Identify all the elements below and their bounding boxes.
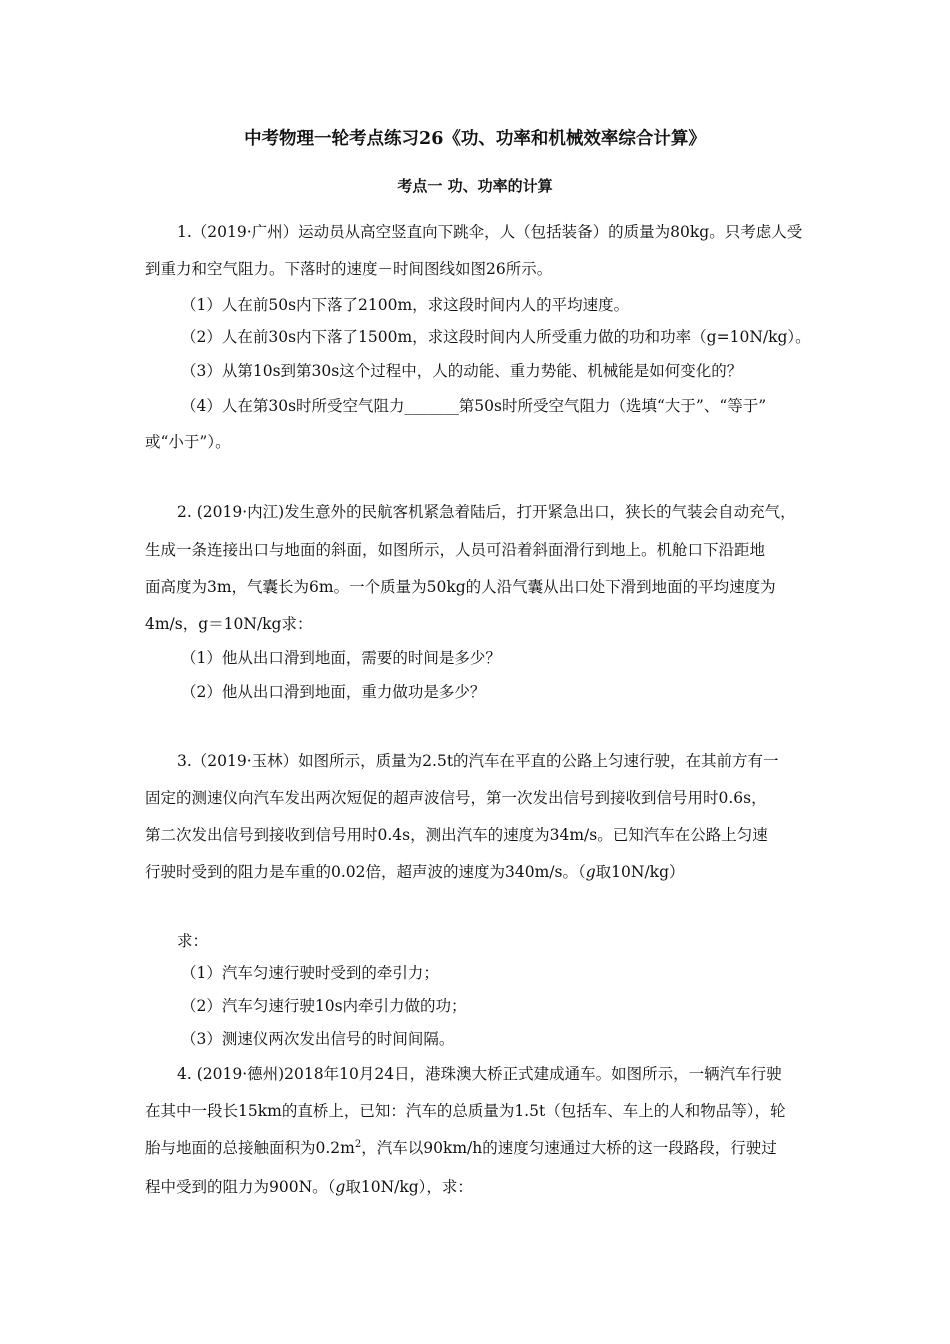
q3-line-4-g: g bbox=[585, 863, 596, 881]
q2-line-3: 面高度为3m，气囊长为6m。一个质量为50kg的人沿气囊从出口处下滑到地面的平均速度为 bbox=[145, 578, 776, 596]
q3-line-4-b: 取10N/kg） bbox=[595, 863, 685, 881]
q2-part-1: （1）他从出口滑到地面，需要的时间是多少？ bbox=[181, 649, 501, 667]
q3-line-2: 固定的测速仪向汽车发出两次短促的超声波信号，第一次发出信号到接收到信号用时0.6s， bbox=[145, 789, 767, 807]
q3-part-3: （3）测速仪两次发出信号的时间间隔。 bbox=[181, 1030, 455, 1048]
q4-line-4 bbox=[145, 1177, 473, 1197]
q2-line-2: 生成一条连接出口与地面的斜面，如图所示，人员可沿着斜面滑行到地上。机舱口下沿距地 bbox=[145, 541, 766, 559]
q4-line-3-sup: 2 bbox=[354, 1138, 362, 1150]
q3-line-1: 3.（2019·玉林）如图所示，质量为2.5t的汽车在平直的公路上匀速行驶，在其前方有一 bbox=[177, 752, 779, 770]
q3-line-4 bbox=[145, 862, 685, 882]
q4-line-3 bbox=[145, 1138, 777, 1158]
q3-ask: 求： bbox=[177, 932, 209, 950]
q4-line-4-g: g bbox=[335, 1178, 346, 1196]
q1-part-1: （1）人在前50s内下落了2100m，求这段时间内人的平均速度。 bbox=[181, 296, 630, 314]
q1-part-4: （4）人在第30s时所受空气阻力_______第50s时所受空气阻力（选填“大于”、“等于” bbox=[181, 397, 767, 415]
q2-line-4: 4m/s，g＝10N/kg求： bbox=[145, 615, 313, 633]
q4-line-1: 4. (2019·德州)2018年10月24日，港珠澳大桥正式建成通车。如图所示，一辆汽车行驶 bbox=[177, 1065, 782, 1083]
q4-line-4-a: 程中受到的阻力为900N。（ bbox=[145, 1178, 336, 1196]
q4-line-3-b: ，汽车以90km/h的速度匀速通过大桥的这一段路段，行驶过 bbox=[361, 1139, 777, 1157]
q1-line-1: 1.（2019·广州）运动员从高空竖直向下跳伞，人（包括装备）的质量为80kg。只考虑人受 bbox=[177, 223, 803, 241]
q2-line-1: 2. (2019·内江)发生意外的民航客机紧急着陆后，打开紧急出口，狭长的气装会自动充气， bbox=[177, 503, 796, 521]
document-title: 中考物理一轮考点练习26《功、功率和机械效率综合计算》 bbox=[244, 129, 706, 149]
q4-line-2: 在其中一段长15km的直桥上，已知：汽车的总质量为1.5t（包括车、车上的人和物品等），轮 bbox=[145, 1102, 786, 1120]
q4-line-4-b: 取10N/kg），求： bbox=[345, 1178, 473, 1196]
q3-part-1: （1）汽车匀速行驶时受到的牵引力； bbox=[181, 964, 439, 982]
q1-line-2: 到重力和空气阻力。下落时的速度－时间图线如图26所示。 bbox=[145, 260, 553, 278]
q2-part-2: （2）他从出口滑到地面，重力做功是多少？ bbox=[181, 683, 486, 701]
q1-part-4-cont: 或“小于”）。 bbox=[145, 433, 231, 451]
q3-line-3: 第二次发出信号到接收到信号用时0.4s，测出汽车的速度为34m/s。已知汽车在公路上匀速 bbox=[145, 826, 768, 844]
q3-line-4-a: 行驶时受到的阻力是车重的0.02倍，超声波的速度为340m/s。（ bbox=[145, 863, 586, 881]
q3-part-2: （2）汽车匀速行驶10s内牵引力做的功； bbox=[181, 997, 467, 1015]
section-heading: 考点一 功、功率的计算 bbox=[397, 177, 553, 195]
q1-part-2: （2）人在前30s内下落了1500m，求这段时间内人所受重力做的功和功率（g=10N/kg）。 bbox=[181, 328, 811, 346]
q1-part-3: （3）从第10s到第30s这个过程中，人的动能、重力势能、机械能是如何变化的？ bbox=[181, 362, 743, 380]
q4-line-3-a: 胎与地面的总接触面积为0.2m bbox=[145, 1139, 355, 1157]
